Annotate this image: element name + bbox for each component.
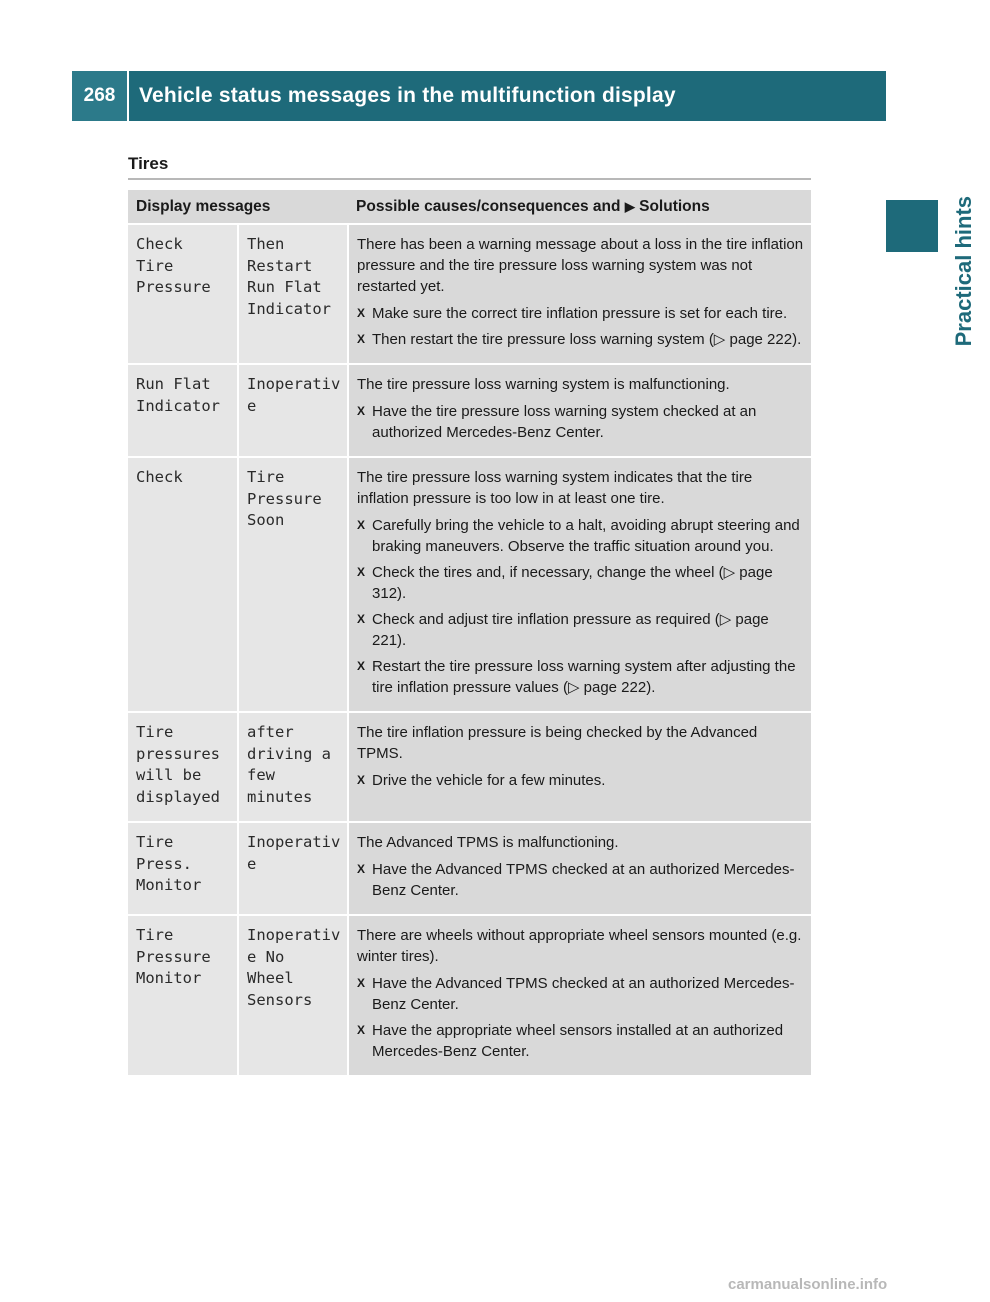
step-text: Have the tire pressure loss warning system checked at an authorized Mercedes-Benz Center. (372, 403, 757, 441)
solution-step (357, 770, 804, 791)
solution-step (357, 859, 804, 901)
side-tab-label: Practical hints (951, 196, 976, 347)
step-arrow-icon: X (357, 306, 366, 320)
step-arrow-icon: X (357, 862, 366, 876)
display-message-part2: Inoperativ e (238, 364, 348, 457)
display-message-part2: Inoperativ e (238, 822, 348, 915)
messages-table (128, 190, 811, 1075)
table-row (128, 915, 811, 1075)
cause-text: The tire pressure loss warning system indicates that the tire inflation pressure is too low in at least one tire. (357, 469, 753, 507)
section-rule (128, 178, 811, 180)
display-message-part2: Inoperativ e No Wheel Sensors (238, 915, 348, 1075)
display-message-part1: Check Tire Pressure (128, 224, 238, 364)
col-header-text: Possible causes/consequences and (356, 198, 621, 215)
step-arrow-icon: X (357, 332, 366, 346)
table-row (128, 822, 811, 915)
solution-step (357, 656, 804, 698)
step-arrow-icon: X (357, 518, 366, 532)
step-arrow-icon: X (357, 565, 366, 579)
cause-text: The tire inflation pressure is being checked by the Advanced TPMS. (357, 724, 758, 762)
cause-text: The tire pressure loss warning system is malfunctioning. (357, 376, 730, 393)
solution-cell (348, 364, 811, 457)
step-arrow-icon: X (357, 612, 366, 626)
table-row (128, 224, 811, 364)
table-row (128, 457, 811, 712)
step-arrow-icon: X (357, 1023, 366, 1037)
display-message-part1: Run Flat Indicator (128, 364, 238, 457)
side-tab (886, 196, 976, 600)
cause-text: There are wheels without appropriate wheel sensors mounted (e.g. winter tires). (357, 927, 802, 965)
display-message-part2: Tire Pressure Soon (238, 457, 348, 712)
col-solutions-header (348, 190, 811, 224)
step-text: Carefully bring the vehicle to a halt, avoiding abrupt steering and braking maneuvers. Observe the traffic situation around you. (372, 517, 800, 555)
step-arrow-icon: X (357, 976, 366, 990)
table-row (128, 364, 811, 457)
play-arrow-icon: ▶ (624, 199, 635, 214)
solution-step (357, 1020, 804, 1062)
step-text: Check the tires and, if necessary, change the wheel (▷ page 312). (372, 564, 773, 602)
step-text: Have the appropriate wheel sensors installed at an authorized Mercedes-Benz Center. (372, 1022, 784, 1060)
chapter-title: Vehicle status messages in the multifunction display (139, 84, 676, 107)
solution-step (357, 515, 804, 557)
solution-cell (348, 822, 811, 915)
solution-cell (348, 457, 811, 712)
display-message-part1: Check (128, 457, 238, 712)
display-message-part2: Then Restart Run Flat Indicator (238, 224, 348, 364)
solution-step (357, 401, 804, 443)
solution-cell (348, 224, 811, 364)
display-message-part1: Tire Pressure Monitor (128, 915, 238, 1075)
section-title: Tires (128, 154, 169, 173)
step-arrow-icon: X (357, 404, 366, 418)
step-arrow-icon: X (357, 773, 366, 787)
step-text: Make sure the correct tire inflation pressure is set for each tire. (372, 305, 788, 322)
solution-step (357, 973, 804, 1015)
display-message-part1: Tire pressures will be displayed (128, 712, 238, 822)
solution-step (357, 609, 804, 651)
page-header (72, 71, 886, 121)
col-display-messages-header: Display messages (128, 190, 348, 224)
step-text: Check and adjust tire inflation pressure as required (▷ page 221). (372, 611, 769, 649)
cause-text: The Advanced TPMS is malfunctioning. (357, 834, 619, 851)
solution-step (357, 303, 804, 324)
step-text: Drive the vehicle for a few minutes. (372, 772, 606, 789)
solution-step (357, 329, 804, 350)
table-header-row (128, 190, 811, 224)
step-text: Restart the tire pressure loss warning system after adjusting the tire inflation pressure values (▷ page 222). (372, 658, 796, 696)
step-text: Have the Advanced TPMS checked at an authorized Mercedes-Benz Center. (372, 975, 795, 1013)
solution-step (357, 562, 804, 604)
step-text: Have the Advanced TPMS checked at an authorized Mercedes-Benz Center. (372, 861, 795, 899)
table-row (128, 712, 811, 822)
watermark: carmanualsonline.info (728, 1276, 888, 1293)
display-message-part2: after driving a few minutes (238, 712, 348, 822)
step-text: Then restart the tire pressure loss warning system (▷ page 222). (372, 331, 802, 348)
page-number: 268 (72, 71, 127, 121)
step-arrow-icon: X (357, 659, 366, 673)
solution-cell (348, 712, 811, 822)
solution-cell (348, 915, 811, 1075)
col-header-solutions: Solutions (639, 198, 710, 215)
cause-text: There has been a warning message about a loss in the tire inflation pressure and the tire pressure loss warning system was not restarted yet. (357, 236, 804, 295)
display-message-part1: Tire Press. Monitor (128, 822, 238, 915)
